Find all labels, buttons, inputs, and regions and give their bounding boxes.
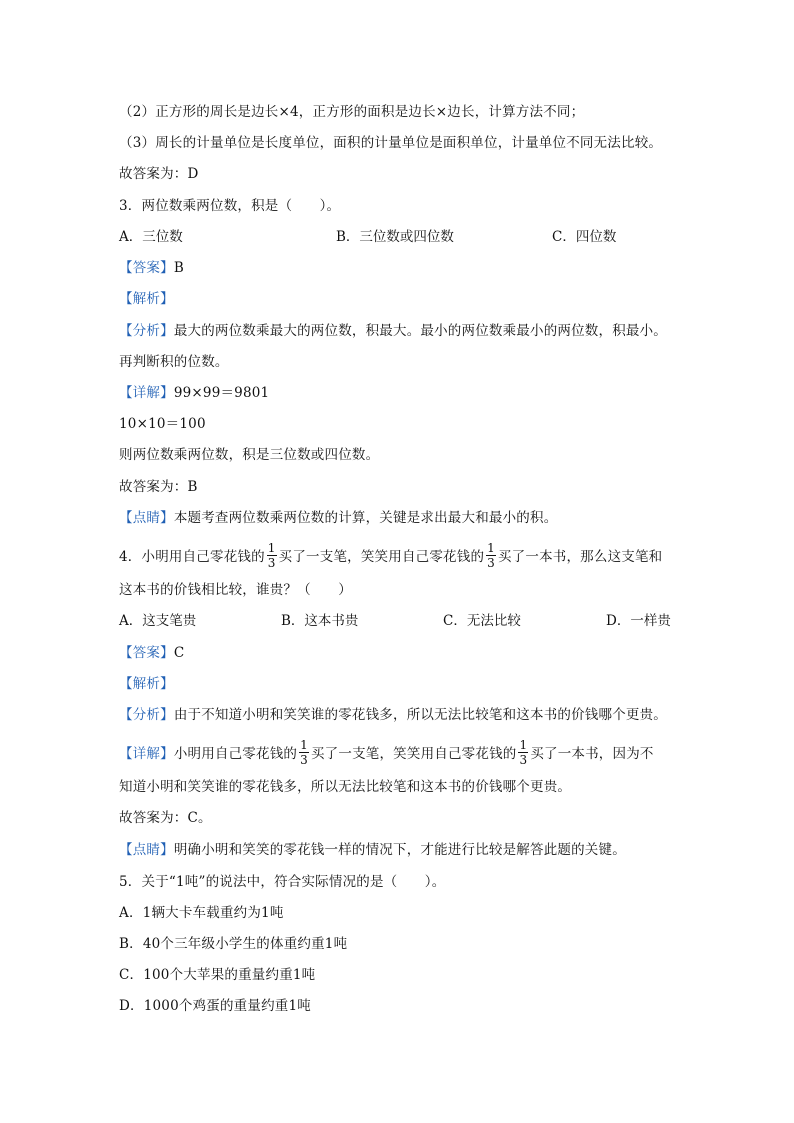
fraction-numerator: 1: [267, 541, 276, 555]
fraction-numerator: 1: [300, 738, 308, 752]
text-line: （2）正方形的周长是边长×4，正方形的面积是边长×边长，计算方法不同；: [119, 104, 585, 120]
xiangjie-tag: 【详解】: [119, 385, 174, 401]
q3-xiangjie: [119, 383, 269, 403]
xiangjie-text: 99×99＝9801: [173, 385, 270, 401]
q3-option-a: A．三位数: [119, 229, 183, 245]
dianjing-tag: 【点睛】: [119, 842, 174, 858]
fraction-numerator: 1: [487, 541, 495, 555]
question-4: [119, 543, 662, 572]
fraction: [486, 541, 496, 570]
fenxi-text: 由于不知道小明和笑笑谁的零花钱多，所以无法比较笔和这本书的价钱哪个更贵。: [173, 707, 668, 723]
q5-option-a: A．1辆大卡车载重约为1吨: [119, 905, 284, 921]
q3-answer: [119, 258, 184, 278]
q4-fenxi: [119, 705, 667, 725]
answer-tag: 【答案】: [119, 260, 174, 276]
xiangjie-text: 买了一本书，因为不: [530, 746, 654, 762]
text-line: 故答案为：D: [119, 166, 199, 182]
answer-value: B: [173, 260, 184, 276]
fraction: [518, 738, 528, 767]
fenxi-text: 最大的两位数乘最大的两位数，积最大。最小的两位数乘最小的两位数，积最小。: [173, 323, 668, 339]
fraction-numerator: 1: [519, 738, 528, 752]
xiangjie-tag: 【详解】: [119, 746, 174, 762]
fraction: [267, 541, 277, 570]
q4-text: 买了一本书，那么这支笔和: [497, 549, 663, 565]
q4-option-c: C．无法比较: [443, 613, 521, 629]
fenxi-tag: 【分析】: [119, 323, 174, 339]
q4-option-a: A．这支笔贵: [119, 613, 197, 629]
text-line: 再判断积的位数。: [119, 354, 229, 370]
text-line: 这本书的价钱相比较，谁贵？（ ）: [119, 582, 352, 598]
question-3: 3．两位数乘两位数，积是（ ）。: [119, 198, 341, 214]
text-line: 故答案为：C。: [119, 810, 212, 826]
fraction-denominator: 3: [519, 753, 528, 767]
fraction-denominator: 3: [267, 556, 276, 570]
text-line: 则两位数乘两位数，积是三位数或四位数。: [119, 447, 380, 463]
fraction: [299, 738, 309, 767]
q3-option-c: C．四位数: [552, 229, 617, 245]
xiangjie-text: 买了一支笔，笑笑用自己零花钱的: [310, 746, 517, 762]
analysis-tag: 【解析】: [119, 676, 174, 692]
fraction-denominator: 3: [300, 753, 308, 767]
q4-option-b: B．这本书贵: [281, 613, 359, 629]
q4-text: 买了一支笔，笑笑用自己零花钱的: [278, 549, 485, 565]
q3-analysis: [119, 289, 174, 309]
q3-fenxi: [119, 321, 667, 341]
dianjing-text: 明确小明和笑笑的零花钱一样的情况下，才能进行比较是解答此题的关键。: [173, 842, 626, 858]
q4-option-d: D．一样贵: [606, 613, 671, 629]
question-5: 5．关于“1吨”的说法中，符合实际情况的是（ ）。: [119, 874, 446, 890]
q4-xiangjie: [119, 740, 654, 769]
dianjing-tag: 【点睛】: [119, 510, 174, 526]
answer-tag: 【答案】: [119, 645, 174, 661]
q4-answer: [119, 643, 184, 663]
q3-option-b: B．三位数或四位数: [336, 229, 454, 245]
xiangjie-text: 小明用自己零花钱的: [173, 746, 298, 762]
q4-analysis: [119, 674, 174, 694]
q4-dianjing: [119, 840, 626, 860]
answer-value: C: [173, 645, 185, 661]
text-line: 故答案为：B: [119, 479, 198, 495]
q4-text: 4．小明用自己零花钱的: [119, 549, 265, 565]
text-line: 10×10＝100: [119, 416, 206, 432]
text-line: 知道小明和笑笑谁的零花钱多，所以无法比较笔和这本书的价钱哪个更贵。: [119, 779, 572, 795]
analysis-tag: 【解析】: [119, 291, 174, 307]
q3-dianjing: [119, 508, 557, 528]
dianjing-text: 本题考查两位数乘两位数的计算，关键是求出最大和最小的积。: [173, 510, 558, 526]
fraction-denominator: 3: [487, 556, 495, 570]
fenxi-tag: 【分析】: [119, 707, 174, 723]
text-line: （3）周长的计量单位是长度单位，面积的计量单位是面积单位，计量单位不同无法比较。: [119, 135, 663, 151]
q5-option-b: B．40个三年级小学生的体重约重1吨: [119, 936, 348, 952]
q5-option-c: C．100个大苹果的重量约重1吨: [119, 967, 316, 983]
q5-option-d: D．1000个鸡蛋的重量约重1吨: [119, 998, 311, 1014]
